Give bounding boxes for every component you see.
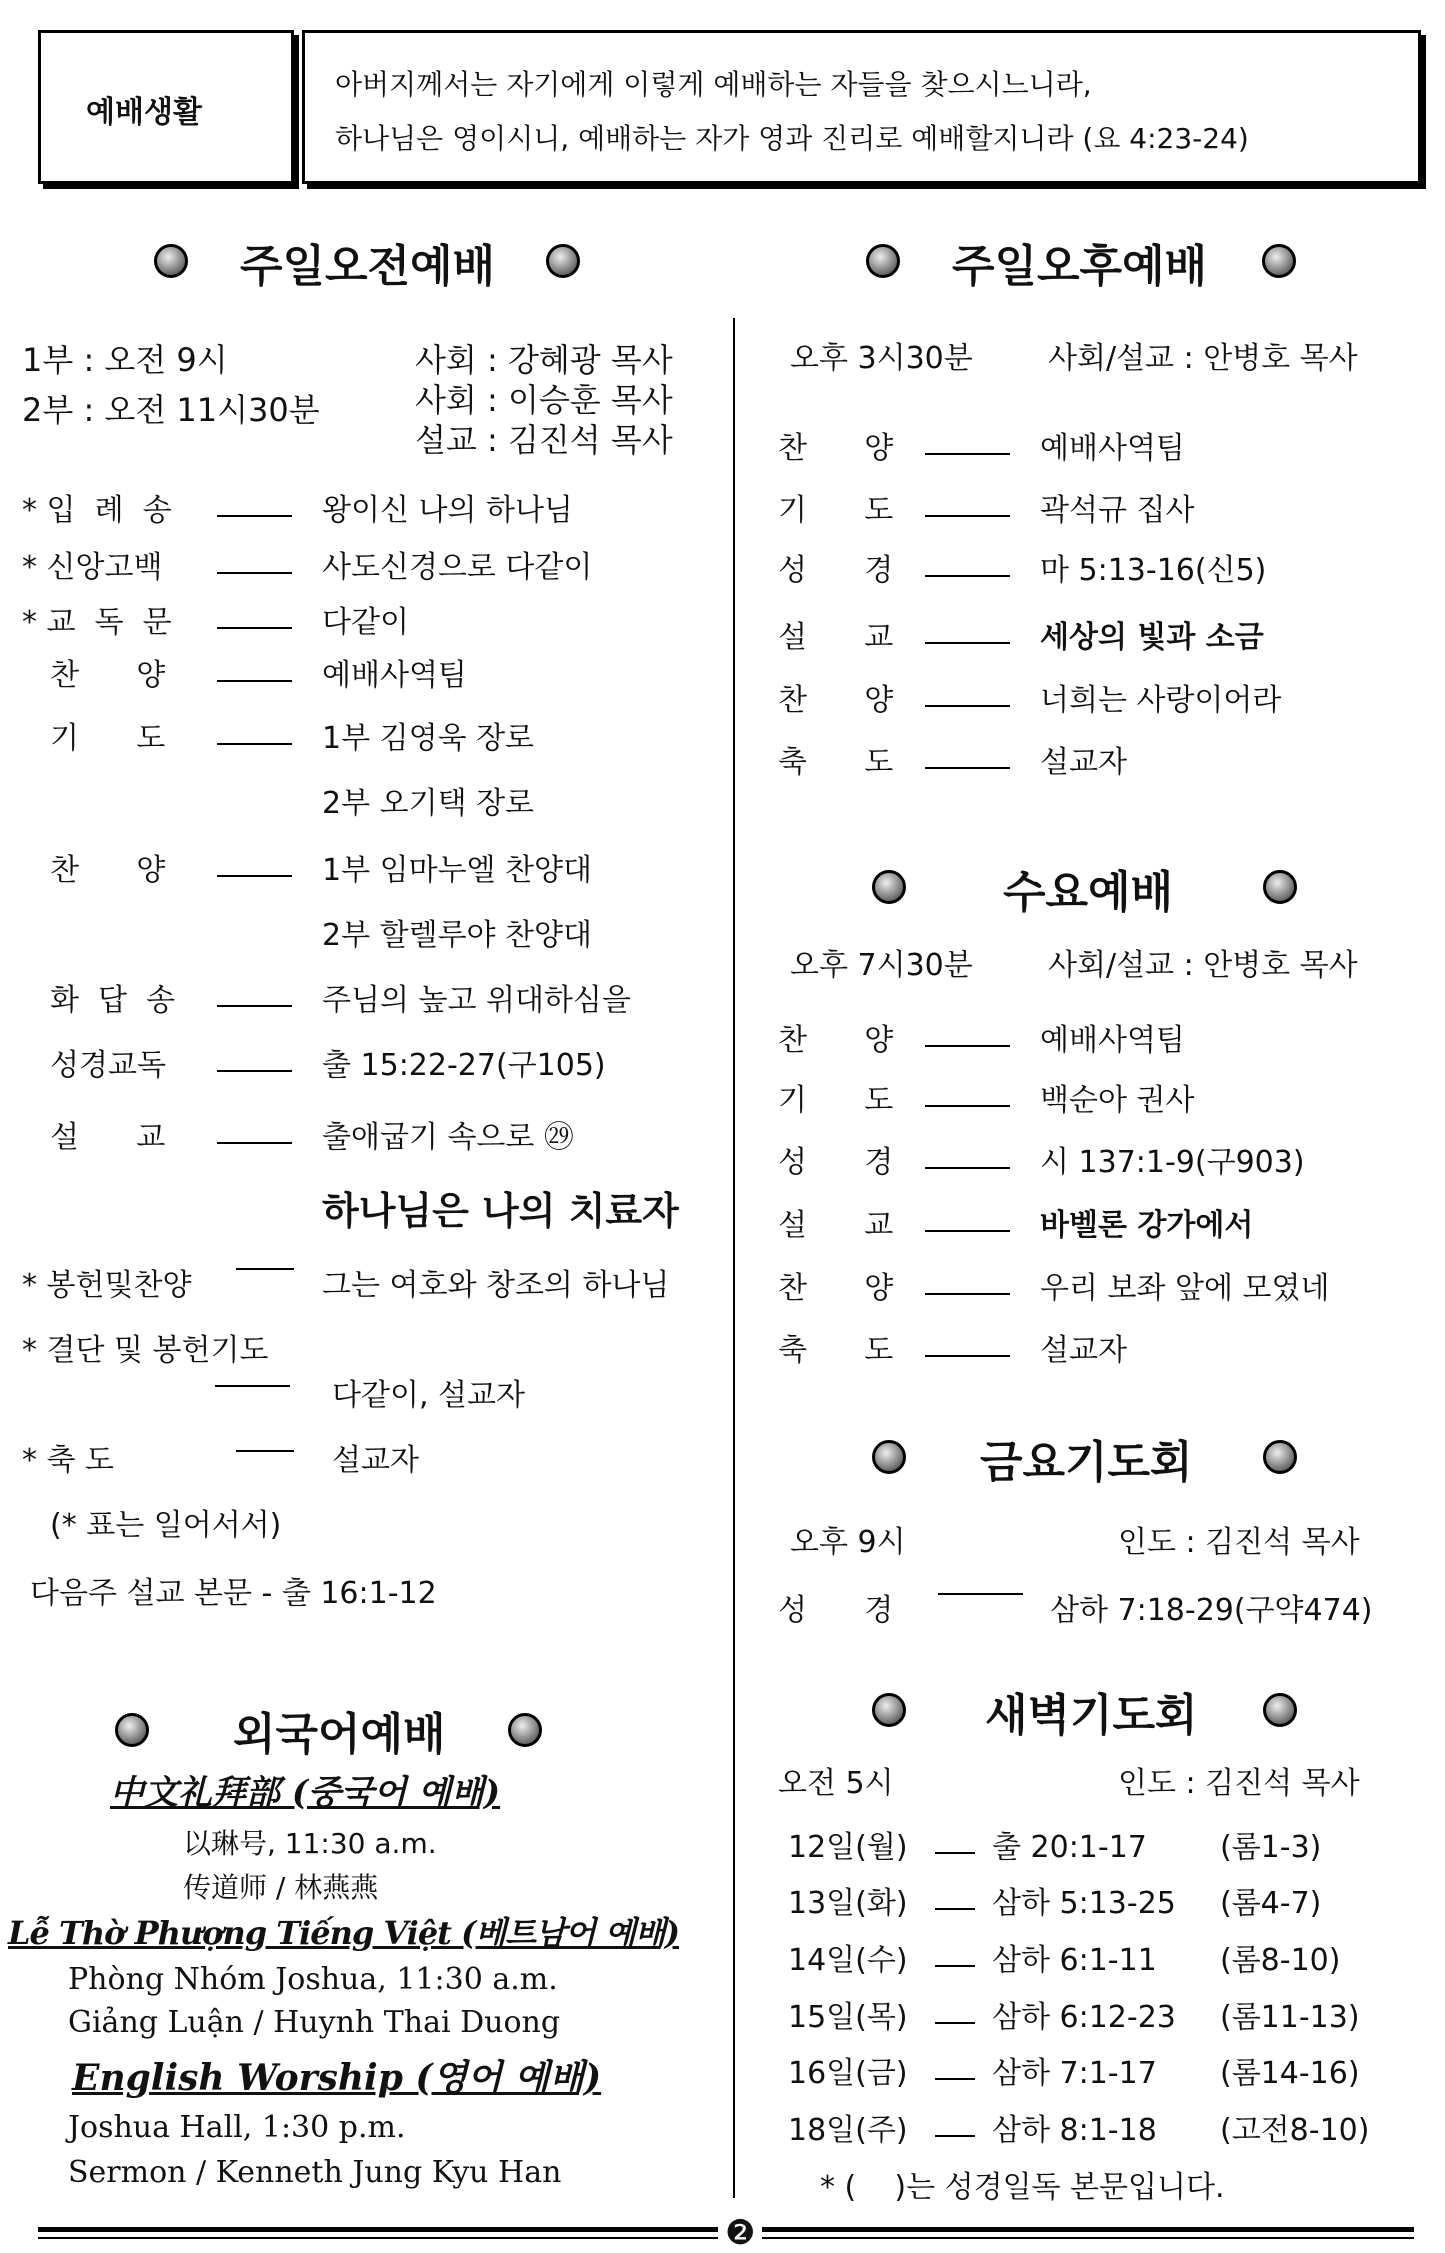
bullet-icon <box>872 870 906 904</box>
verse-line-2: 하나님은 영이시니, 예배하는 자가 영과 진리로 예배할지니라 (요 4:23-24) <box>335 122 1249 155</box>
dawn-time: 오전 5시 <box>778 1766 894 1801</box>
friday-leader: 인도 : 김진석 목사 <box>1118 1525 1360 1560</box>
morning-item-label: 화 답 송 <box>50 983 176 1018</box>
wednesday-item-value: 시 137:1-9(구903) <box>1040 1145 1305 1180</box>
dawn-text: 출 20:1-17 <box>992 1830 1147 1865</box>
dash-separator <box>925 1283 1010 1302</box>
dawn-ref: (롬8-10) <box>1220 1943 1341 1978</box>
morning-item-value: 예배사역팀 <box>322 658 467 693</box>
dawn-leader: 인도 : 김진석 목사 <box>1118 1766 1360 1801</box>
afternoon-host: 사회/설교 : 안병호 목사 <box>1048 341 1358 376</box>
bullet-icon <box>872 1440 906 1474</box>
wednesday-item-label: 성 경 <box>778 1145 894 1180</box>
morning-item-label: * 신앙고백 <box>22 550 163 585</box>
morning-item-label: 기 도 <box>50 721 166 756</box>
bullet-icon <box>1263 870 1297 904</box>
bullet-icon <box>866 244 900 278</box>
offering-dash <box>236 1258 294 1277</box>
dash-separator <box>925 1345 1010 1364</box>
dash-separator <box>925 1220 1010 1239</box>
dash-separator <box>217 733 292 752</box>
section-label: 예배생활 <box>86 95 202 130</box>
afternoon-item-label: 찬 양 <box>778 431 894 466</box>
decision-label: * 결단 및 봉헌기도 <box>22 1333 269 1368</box>
footer-rule-right-thin <box>762 2237 1414 2239</box>
vietnamese-title: Lễ Thờ Phượng Tiếng Việt (베트남어 예배) <box>8 1914 679 1952</box>
english-line-2: Sermon / Kenneth Jung Kyu Han <box>68 2155 562 2190</box>
bless-value: 설교자 <box>332 1443 419 1478</box>
section-label-box <box>38 30 294 184</box>
morning-host-2: 사회 : 이승훈 목사 <box>415 381 673 419</box>
dash-separator <box>217 1060 292 1079</box>
afternoon-item-value: 세상의 빛과 소금 <box>1040 620 1264 655</box>
bless-label: * 축 도 <box>22 1443 115 1478</box>
afternoon-item-label: 성 경 <box>778 553 894 588</box>
bullet-icon <box>1263 1440 1297 1474</box>
bullet-icon <box>546 244 580 278</box>
afternoon-item-label: 설 교 <box>778 620 894 655</box>
morning-item-label: * 입 례 송 <box>22 493 172 528</box>
afternoon-title: 주일오후예배 <box>952 241 1208 292</box>
wednesday-item-value: 설교자 <box>1040 1333 1127 1368</box>
morning-item-value: 2부 할렐루야 찬양대 <box>322 918 592 953</box>
chinese-line-2: 传道师 / 林燕燕 <box>183 1871 379 1904</box>
offering-value: 그는 여호와 창조의 하나님 <box>322 1268 670 1303</box>
bullet-icon <box>508 1713 542 1747</box>
dawn-title: 새벽기도회 <box>985 1690 1198 1741</box>
verse-box <box>302 30 1421 184</box>
morning-item-value: 사도신경으로 다같이 <box>322 550 593 585</box>
decision-dash <box>215 1375 290 1394</box>
dash-separator <box>925 443 1010 462</box>
afternoon-item-value: 예배사역팀 <box>1040 431 1185 466</box>
dash-separator <box>217 505 292 524</box>
dawn-text: 삼하 7:1-17 <box>992 2056 1157 2091</box>
bullet-icon <box>1262 244 1296 278</box>
morning-item-value: 1부 임마누엘 찬양대 <box>322 853 592 888</box>
page-number: ❷ <box>725 2213 756 2253</box>
dawn-day: 14일(수) <box>788 1943 908 1978</box>
friday-dash <box>938 1583 1023 1602</box>
dawn-text: 삼하 6:12-23 <box>992 2000 1176 2035</box>
bullet-icon <box>115 1713 149 1747</box>
wednesday-item-value: 예배사역팀 <box>1040 1023 1185 1058</box>
dash-separator <box>217 562 292 581</box>
verse-line-1: 아버지께서는 자기에게 이렇게 예배하는 자들을 찾으시느니라, <box>335 68 1092 101</box>
morning-item-value: 다같이 <box>322 605 409 640</box>
wednesday-item-label: 설 교 <box>778 1208 894 1243</box>
dawn-ref: (롬14-16) <box>1220 2056 1360 2091</box>
english-line-1: Joshua Hall, 1:30 p.m. <box>68 2110 406 2145</box>
decision-value: 다같이, 설교자 <box>332 1378 525 1413</box>
footer-rule-left-thin <box>38 2237 718 2239</box>
friday-title: 금요기도회 <box>980 1437 1193 1488</box>
chinese-title: 中文礼拜部 (중국어 예배) <box>110 1773 501 1813</box>
dawn-day: 16일(금) <box>788 2056 908 2091</box>
afternoon-time: 오후 3시30분 <box>790 341 973 376</box>
dash-separator <box>925 632 1010 651</box>
dash-separator <box>925 1157 1010 1176</box>
morning-item-value: 왕이신 나의 하나님 <box>322 493 573 528</box>
wednesday-item-label: 찬 양 <box>778 1271 894 1306</box>
dawn-ref: (롬4-7) <box>1220 1886 1322 1921</box>
dash-separator <box>217 1132 292 1151</box>
afternoon-item-label: 찬 양 <box>778 683 894 718</box>
offering-label: * 봉헌및찬양 <box>22 1268 192 1303</box>
morning-item-value: 출애굽기 속으로 ㉙ <box>322 1120 574 1155</box>
dawn-note: * ( )는 성경일독 본문입니다. <box>820 2170 1225 2205</box>
morning-title: 주일오전예배 <box>240 241 496 292</box>
dash-separator <box>935 1898 975 1917</box>
wednesday-item-value: 바벨론 강가에서 <box>1040 1208 1254 1243</box>
dash-separator <box>935 1842 975 1861</box>
wednesday-item-label: 축 도 <box>778 1333 894 1368</box>
dash-separator <box>935 1955 975 1974</box>
afternoon-item-value: 곽석규 집사 <box>1040 493 1195 528</box>
morning-item-value: 출 15:22-27(구105) <box>322 1048 606 1083</box>
dawn-text: 삼하 5:13-25 <box>992 1886 1176 1921</box>
dawn-day: 13일(화) <box>788 1886 908 1921</box>
bless-dash <box>236 1440 294 1459</box>
wednesday-item-label: 찬 양 <box>778 1023 894 1058</box>
dawn-ref: (고전8-10) <box>1220 2113 1370 2148</box>
friday-time: 오후 9시 <box>790 1525 906 1560</box>
afternoon-item-value: 너희는 사랑이어라 <box>1040 683 1282 718</box>
dash-separator <box>925 565 1010 584</box>
friday-scripture-label: 성 경 <box>778 1593 894 1628</box>
wednesday-host: 사회/설교 : 안병호 목사 <box>1048 948 1358 983</box>
english-title: English Worship (영어 예배) <box>72 2057 602 2099</box>
dash-separator <box>925 757 1010 776</box>
dash-separator <box>925 1095 1010 1114</box>
dash-separator <box>217 617 292 636</box>
morning-host-1: 사회 : 강혜광 목사 <box>415 341 673 379</box>
dawn-text: 삼하 8:1-18 <box>992 2113 1157 2148</box>
morning-item-label: 설 교 <box>50 1120 166 1155</box>
dash-separator <box>935 2012 975 2031</box>
column-divider <box>733 318 735 2198</box>
morning-item-value: 1부 김영욱 장로 <box>322 721 535 756</box>
dash-separator <box>925 505 1010 524</box>
dash-separator <box>925 1035 1010 1054</box>
afternoon-item-value: 마 5:13-16(신5) <box>1040 553 1267 588</box>
footer-rule-right <box>762 2227 1414 2232</box>
dash-separator <box>935 2125 975 2144</box>
chinese-line-1: 以琳号, 11:30 a.m. <box>183 1827 437 1860</box>
dawn-ref: (롬11-13) <box>1220 2000 1360 2035</box>
bullet-icon <box>1263 1693 1297 1727</box>
afternoon-item-label: 축 도 <box>778 745 894 780</box>
dawn-text: 삼하 6:1-11 <box>992 1943 1157 1978</box>
morning-item-label: 찬 양 <box>50 658 166 693</box>
morning-preacher: 설교 : 김진석 목사 <box>415 421 673 459</box>
standing-note: (* 표는 일어서서) <box>50 1508 282 1543</box>
morning-time-2: 2부 : 오전 11시30분 <box>22 391 320 429</box>
morning-item-label: 찬 양 <box>50 853 166 888</box>
morning-item-value: 주님의 높고 위대하심을 <box>322 983 631 1018</box>
dawn-day: 18일(주) <box>788 2113 908 2148</box>
dash-separator <box>925 695 1010 714</box>
wednesday-title: 수요예배 <box>1003 867 1174 918</box>
dash-separator <box>935 2068 975 2087</box>
vietnamese-line-2: Giảng Luận / Huynh Thai Duong <box>68 2005 561 2040</box>
dash-separator <box>217 995 292 1014</box>
footer-rule-left <box>38 2227 718 2232</box>
morning-item-value: 2부 오기택 장로 <box>322 786 535 821</box>
foreign-title: 외국어예배 <box>233 1709 446 1760</box>
morning-sermon-title: 하나님은 나의 치료자 <box>322 1189 679 1233</box>
wednesday-item-label: 기 도 <box>778 1083 894 1118</box>
dawn-day: 12일(월) <box>788 1830 908 1865</box>
wednesday-time: 오후 7시30분 <box>790 948 973 983</box>
wednesday-item-value: 우리 보좌 앞에 모였네 <box>1040 1271 1330 1306</box>
dash-separator <box>217 670 292 689</box>
afternoon-item-label: 기 도 <box>778 493 894 528</box>
vietnamese-line-1: Phòng Nhóm Joshua, 11:30 a.m. <box>68 1962 558 1997</box>
wednesday-item-value: 백순아 권사 <box>1040 1083 1195 1118</box>
dash-separator <box>217 865 292 884</box>
morning-item-label: * 교 독 문 <box>22 605 172 640</box>
morning-item-label: 성경교독 <box>50 1048 166 1083</box>
dawn-day: 15일(목) <box>788 2000 908 2035</box>
bullet-icon <box>872 1693 906 1727</box>
friday-scripture-value: 삼하 7:18-29(구약474) <box>1050 1593 1373 1628</box>
next-sermon: 다음주 설교 본문 - 출 16:1-12 <box>30 1576 437 1611</box>
afternoon-item-value: 설교자 <box>1040 745 1127 780</box>
bullet-icon <box>154 244 188 278</box>
morning-time-1: 1부 : 오전 9시 <box>22 341 228 379</box>
dawn-ref: (롬1-3) <box>1220 1830 1322 1865</box>
